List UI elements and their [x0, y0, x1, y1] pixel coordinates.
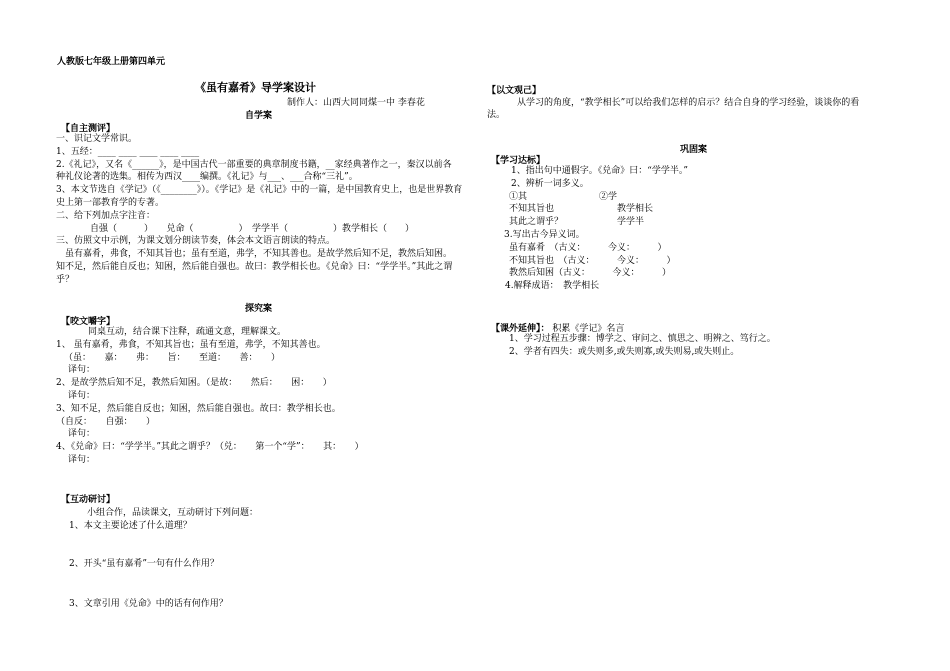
kewai-line: 2、学者有四失：或失则多,或失则寡,或失则易,或失则止。: [509, 346, 740, 357]
dabiao-line: 2、辨析一词多义。: [511, 178, 589, 189]
page-title: 《虽有嘉肴》导学案设计: [195, 81, 316, 94]
yaowen-line: 译句：: [68, 365, 96, 376]
kewai-block: [509, 333, 776, 359]
zizhu-line: 史上第一部教育学的专著。: [56, 197, 165, 208]
dabiao-line: 不知其旨也 （古义： 今义： ）: [509, 255, 676, 266]
yiwen-line: 从学习的角度，“教学相长”可以给我们怎样的启示？结合自身的学习经验，谈谈你的看: [517, 98, 860, 108]
section-zixue: 自学案: [245, 111, 273, 121]
kewai-heading: 【课外延伸】：: [491, 324, 550, 334]
yaowen-line: 译句：: [68, 454, 96, 465]
dabiao-line: 不知其旨也 教学相长: [509, 204, 654, 215]
zizhu-line: 知不足，然后能自反也；知困，然后能自强也。故曰：教学相长也。《兑命》曰：“学学半。”其此之谓: [56, 261, 453, 272]
dabiao-line: 教然后知困（古义： 今义： ）: [509, 268, 672, 279]
kewai-title: 积累《学记》名言: [552, 324, 625, 334]
yaowen-line: 同桌互动，结合课下注释，疏通文意，理解课文。: [88, 327, 287, 337]
dabiao-line: 虽有嘉肴 （古义： 今义： ）: [509, 242, 667, 253]
zizhu-line: 乎？: [56, 274, 75, 285]
yaowen-block: [56, 326, 364, 467]
section-gonggu: 巩固案: [680, 145, 708, 155]
yaowen-line: 3、知不足，然后能自反也；知困，然后能自强也。故曰：教学相长也。: [56, 403, 341, 414]
yaowen-line: 2、是故学然后知不足，教然后知困。（是故： 然后： 困： ）: [56, 378, 332, 389]
dabiao-block: [504, 165, 688, 293]
kewai-line: 1、学习过程五步骤：博学之、审问之、慎思之、明辨之、笃行之。: [509, 334, 776, 344]
hudong-heading: 【互动研讨】: [61, 495, 116, 505]
zizhu-block: [56, 133, 462, 287]
hudong-question-3: 3、文章引用《兑命》中的话有何作用？: [69, 599, 228, 609]
hudong-intro: 小组合作，品读课文，互动研讨下列问题：: [87, 508, 259, 518]
zizhu-line: 种礼仪论著的选集。相传为西汉____编撰。《礼记》与___、___合称“三礼”。: [56, 172, 358, 183]
yaowen-line: 1、 虽有嘉肴，弗食，不知其旨也；虽有至道，弗学，不知其善也。: [56, 339, 326, 350]
zizhu-line: 二、给下列加点字注音：: [56, 210, 156, 221]
zizhu-line: 虽有嘉肴，弗食，不知其旨也；虽有至道，弗学，不知其善也。是故学然后知不足，教然后知困。: [65, 249, 453, 260]
zizhu-line: 3、本文节选自《学记》（《________》）。《学记》是《礼记》中的一篇，是中国教育史上，也是世界教育: [56, 185, 463, 196]
zizhu-line: 2.《礼记》，又名《______》，是中国古代一部重要的典章制度书籍，__家经典著作之一，秦汉以前各: [56, 159, 452, 170]
yiwen-heading: 【以文观己】: [487, 86, 542, 96]
yaowen-line: 译句：: [68, 429, 96, 440]
dabiao-line: 3.写出古今异义词。: [504, 229, 585, 240]
yaowen-line: （虽： 嘉： 弗： 旨： 至道： 善： ）: [64, 352, 281, 363]
zizhu-line: 自强（ ） 兑命（ ） 学学半（ ）教学相长（ ）: [90, 223, 415, 234]
yaowen-line: 译句：: [68, 390, 96, 401]
zizhu-line: 一、识记文学常识。: [56, 134, 138, 144]
section-tanjiu: 探究案: [245, 304, 273, 314]
dabiao-line: 4.解释成语： 教学相长: [505, 281, 600, 292]
yaowen-heading: 【咬文嚼字】: [61, 317, 116, 327]
hudong-question-1: 1、本文主要论述了什么道理？: [69, 521, 192, 531]
author-line: 制作人：山西大同同煤一中 李春花: [287, 98, 425, 108]
yaowen-line: 4、《兑命》曰：“学学半。”其此之谓乎？（兑： 第一个“学”： 其： ）: [56, 442, 364, 453]
hudong-question-2: 2、开头“虽有嘉肴”一句有什么作用？: [69, 559, 219, 569]
dabiao-line: ①其 ②学: [509, 191, 618, 202]
yaowen-line: （自反： 自强： ）: [56, 416, 156, 427]
unit-header: 人教版七年级上册第四单元: [57, 57, 166, 67]
dabiao-line: 1、指出句中通假字。《兑命》曰：“学学半。”: [511, 166, 688, 176]
dabiao-heading: 【学习达标】: [491, 156, 546, 166]
dabiao-line: 其此之谓乎？ 学学半: [509, 217, 645, 228]
zizhu-line: 三、仿照文中示例，为课文划分朗读节奏，体会本文语言朗读的特点。: [56, 236, 336, 247]
yiwen-line: 法。: [487, 110, 506, 120]
zizhu-heading: 【自主测评】: [61, 124, 116, 134]
zizhu-line: 1、五经：____ ____ ____ ____ ____: [56, 146, 200, 157]
